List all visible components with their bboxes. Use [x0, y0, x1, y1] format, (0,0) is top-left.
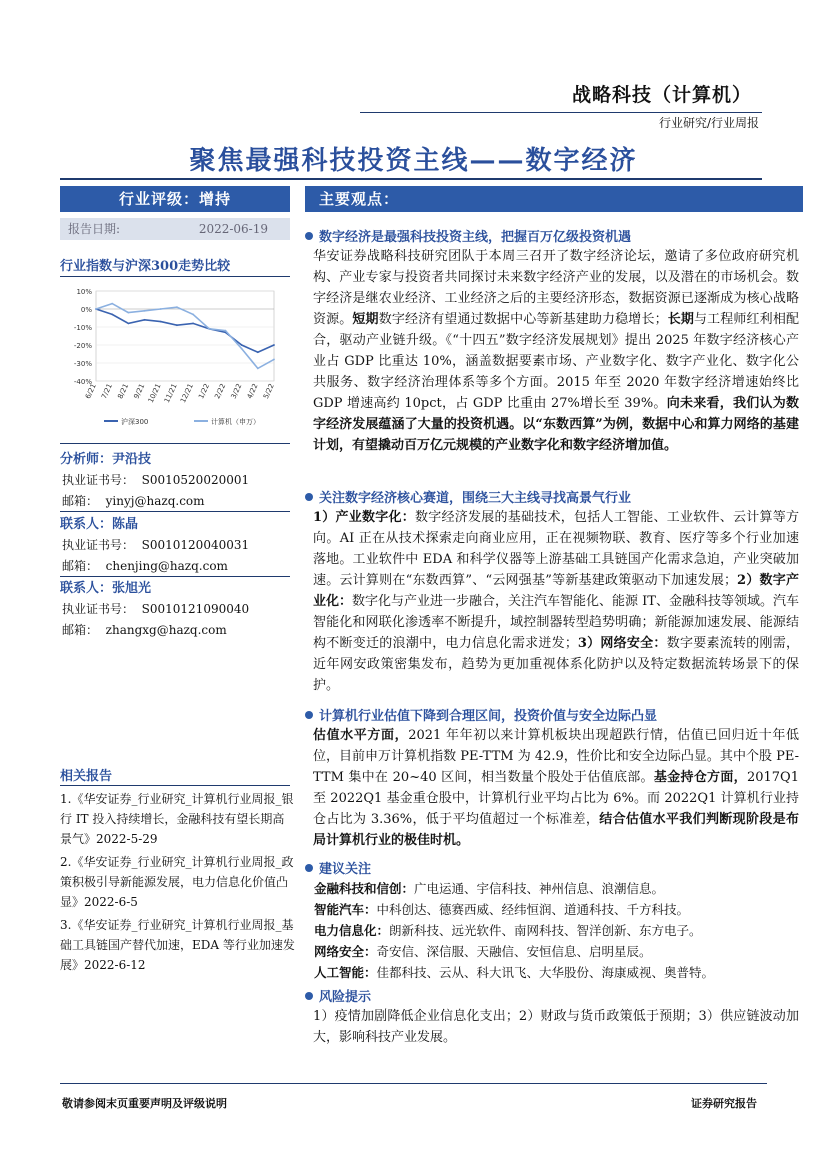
plot-area	[96, 291, 274, 381]
report-type: 行业研究/行业周报	[658, 116, 759, 130]
related-report-2: 2.《华安证券_行业研究_计算机行业周报_政策积极引导新能源发展，电力信息化价值凸显》2022-6-5	[60, 855, 294, 909]
series-1-point	[144, 319, 146, 321]
bullet-dot-icon	[305, 992, 313, 1000]
x-tick-label: 11/21	[162, 382, 179, 405]
point-1-title: 数字经济是最强科技投资主线，把握百万亿级投资机遇	[305, 226, 631, 245]
series-1-point	[273, 344, 275, 346]
rec-smart-auto: 智能汽车：中科创达、德赛西威、经纬恒润、道通科技、千方科技。	[314, 902, 690, 917]
industry-rating: 行业评级：增持	[60, 186, 290, 212]
rec-fintech: 金融科技和信创：广电运通、宇信科技、神州信息、浪潮信息。	[314, 881, 665, 896]
rec-ai: 人工智能：佳都科技、云从、科大讯飞、大华股份、海康威视、奥普特。	[314, 965, 715, 980]
series-2-point	[111, 303, 113, 305]
series-2-point	[241, 348, 243, 350]
series-line-2	[96, 304, 274, 369]
analyst-rule-1	[60, 511, 290, 512]
report-date-value: 2022-06-19	[198, 222, 268, 236]
footer-rule	[60, 1083, 767, 1084]
analyst-1-email: 邮箱： yinyj@hazq.com	[62, 494, 205, 508]
series-2-point	[208, 328, 210, 330]
contact-2-head: 联系人：张旭光	[60, 581, 152, 596]
point-4-title: 建议关注	[305, 858, 371, 877]
series-2-point	[225, 330, 227, 332]
legend-label-1: 沪深300	[121, 418, 149, 426]
contact-1-cert: 执业证书号： S0010120040031	[62, 538, 250, 552]
x-tick-label: 9/21	[132, 382, 147, 401]
related-rule	[60, 785, 290, 786]
y-tick-label: -10%	[73, 324, 92, 332]
related-reports-title: 相关报告	[60, 769, 113, 784]
series-2-point	[273, 359, 275, 361]
bullet-dot-icon	[305, 711, 313, 719]
series-1-point	[160, 321, 162, 323]
series-2-point	[144, 310, 146, 312]
header-rule	[360, 112, 762, 113]
x-tick-label: 8/21	[116, 382, 131, 401]
series-line-1	[96, 309, 274, 352]
contact-2-cert: 执业证书号： S0010121090040	[62, 602, 250, 616]
contact-1-head: 联系人：陈晶	[60, 517, 139, 532]
main-points-header: 主要观点：	[305, 186, 803, 212]
series-2-point	[160, 308, 162, 310]
analyst-1-head: 分析师：尹沿技	[60, 452, 152, 467]
series-1-point	[127, 323, 129, 325]
x-tick-label: 3/22	[229, 382, 244, 401]
sector-title: 战略科技（计算机）	[571, 84, 752, 106]
x-tick-label: 2/22	[213, 382, 228, 401]
x-tick-label: 4/22	[245, 382, 260, 401]
point-3-body: 估值水平方面，2021 年年初以来计算机板块出现超跌行情，估值已回归近十年低位，目前申万计算机指数 PE-TTM 为 42.9，性价比和安全边际凸显。其中个股 PE-TTM 集中在 20~40 区间，相当数量个股处于估值底部。基金持仓方面，2017Q1 至 2022Q1 基金重仓股中，计算机行业平均占比为 6%。而 2022Q1 计算机行业持仓占比为 3.36%，低于平均值超过一个标准差，结合估值水平我们判断现阶段是布局计算机行业的极佳时机。	[313, 728, 799, 848]
point-1-body: 华安证券战略科技研究团队于本周三召开了数字经济论坛，邀请了多位政府研究机构、产业专家与投资者共同探讨未来数字经济产业的发展，以及潜在的市场机会。数字经济是继农业经济、工业经济之后的主要经济形态，数据资源已逐渐成为核心战略资源。短期数字经济有望通过数据中心等新基建助力稳增长；长期与工程师红利相配合，驱动产业链升级。《“十四五”数字经济发展规划》提出 2025 年数字经济核心产业占 GDP 比重达 10%，涵盖数据要素市场、产业数字化、数字产业化、数字化公共服务、数字经济治理体系等多个方面。2015 年至 2020 年数字经济增速始终比 GDP 增速高约 10pct，占 GDP 比重由 27%增长至 39%。向未来看，我们认为数字经济发展蕴涵了大量的投资机遇。以“东数西算”为例，数据中心和算力网络的基建计划，有望撬动百万亿元规模的产业数字化和数字经济增加值。	[313, 249, 799, 453]
bullet-dot-icon	[305, 232, 313, 240]
point-2-body: 1）产业数字化：数字经济发展的基础技术，包括人工智能、工业软件、云计算等方向。AI 正在从技术探索走向商业应用，正在视频物联、教育、医疗等多个行业加速落地。工业软件中 EDA 和科学仪器等上游基础工具链国产化需求急迫，产业突破加速。云计算则在“东数西算”、“云网强基”等新基建政策驱动下加速发展；2）数字产业化：数字化与产业进一步融合，关注汽车智能化、能源 IT、金融科技等领域。汽车智能化和网联化渗透率不断提升，域控制器转型趋势明确；新能源加速发展、能源结构不断变迁的浪潮中，电力信息化需求迸发；3）网络安全：数字要素流转的刚需，近年网安政策密集发布，趋势为更加重视体系化防护以及特定数据流转场景下的保护。	[313, 510, 799, 693]
report-date-label: 报告日期:	[68, 222, 121, 236]
title-rule	[60, 178, 762, 180]
series-1-point	[176, 324, 178, 326]
analyst-1-cert: 执业证书号： S0010520020001	[62, 473, 250, 487]
series-1-point	[111, 314, 113, 316]
x-tick-label: 6/21	[83, 382, 98, 401]
point-5-title: 风险提示	[305, 986, 371, 1005]
contact-1-email: 邮箱： chenjing@hazq.com	[62, 559, 228, 573]
series-2-point	[192, 314, 194, 316]
x-tick-label: 5/22	[261, 382, 276, 401]
footer-label: 证券研究报告	[691, 1097, 757, 1110]
series-1-point	[192, 323, 194, 325]
point-3-title: 计算机行业估值下降到合理区间，投资价值与安全边际凸显	[305, 705, 657, 724]
series-2-point	[127, 312, 129, 314]
series-1-point	[241, 344, 243, 346]
related-report-1: 1.《华安证券_行业研究_计算机行业周报_银行 IT 投入持续增长，金融科技有望长期高景气》2022-5-29	[60, 792, 294, 846]
y-tick-label: -20%	[73, 342, 92, 350]
y-tick-label: -30%	[73, 360, 92, 368]
rec-network-security: 网络安全：奇安信、深信服、天融信、安恒信息、启明星辰。	[314, 944, 652, 959]
point-2-title: 关注数字经济核心赛道，围绕三大主线寻找高景气行业	[305, 487, 631, 506]
footer-disclaimer: 敬请参阅末页重要声明及评级说明	[62, 1097, 227, 1110]
legend-label-2: 计算机（申万）	[211, 418, 260, 426]
report-date-row	[60, 218, 290, 240]
series-2-point	[257, 368, 259, 370]
y-tick-label: -40%	[73, 378, 92, 386]
x-tick-label: 1/22	[197, 382, 212, 401]
y-tick-label: 0%	[80, 306, 92, 314]
bullet-dot-icon	[305, 864, 313, 872]
chart-bottom-rule	[60, 443, 290, 444]
x-tick-label: 10/21	[146, 382, 163, 405]
index-comparison-chart	[64, 283, 286, 433]
report-title: 聚焦最强科技投资主线——数字经济	[189, 146, 638, 176]
series-2-point	[176, 306, 178, 308]
related-report-3: 3.《华安证券_行业研究_计算机行业周报_基础工具链国产替代加速，EDA 等行业加速发展》2022-6-12	[60, 918, 295, 972]
rec-power-it: 电力信息化：朗新科技、远光软件、南网科技、智洋创新、东方电子。	[314, 923, 702, 938]
contact-2-email: 邮箱： zhangxg@hazq.com	[62, 623, 227, 637]
x-tick-label: 7/21	[100, 382, 114, 401]
chart-rule	[60, 276, 290, 277]
chart-title: 行业指数与沪深300走势比较	[60, 259, 231, 274]
risk-body: 1）疫情加剧降低企业信息化支出；2）财政与货币政策低于预期；3）供应链波动加大，影响科技产业发展。	[313, 1009, 799, 1045]
series-1-point	[257, 351, 259, 353]
bullet-dot-icon	[305, 493, 313, 501]
series-2-point	[95, 308, 97, 310]
y-tick-label: 10%	[76, 288, 92, 296]
x-tick-label: 12/21	[179, 382, 195, 405]
